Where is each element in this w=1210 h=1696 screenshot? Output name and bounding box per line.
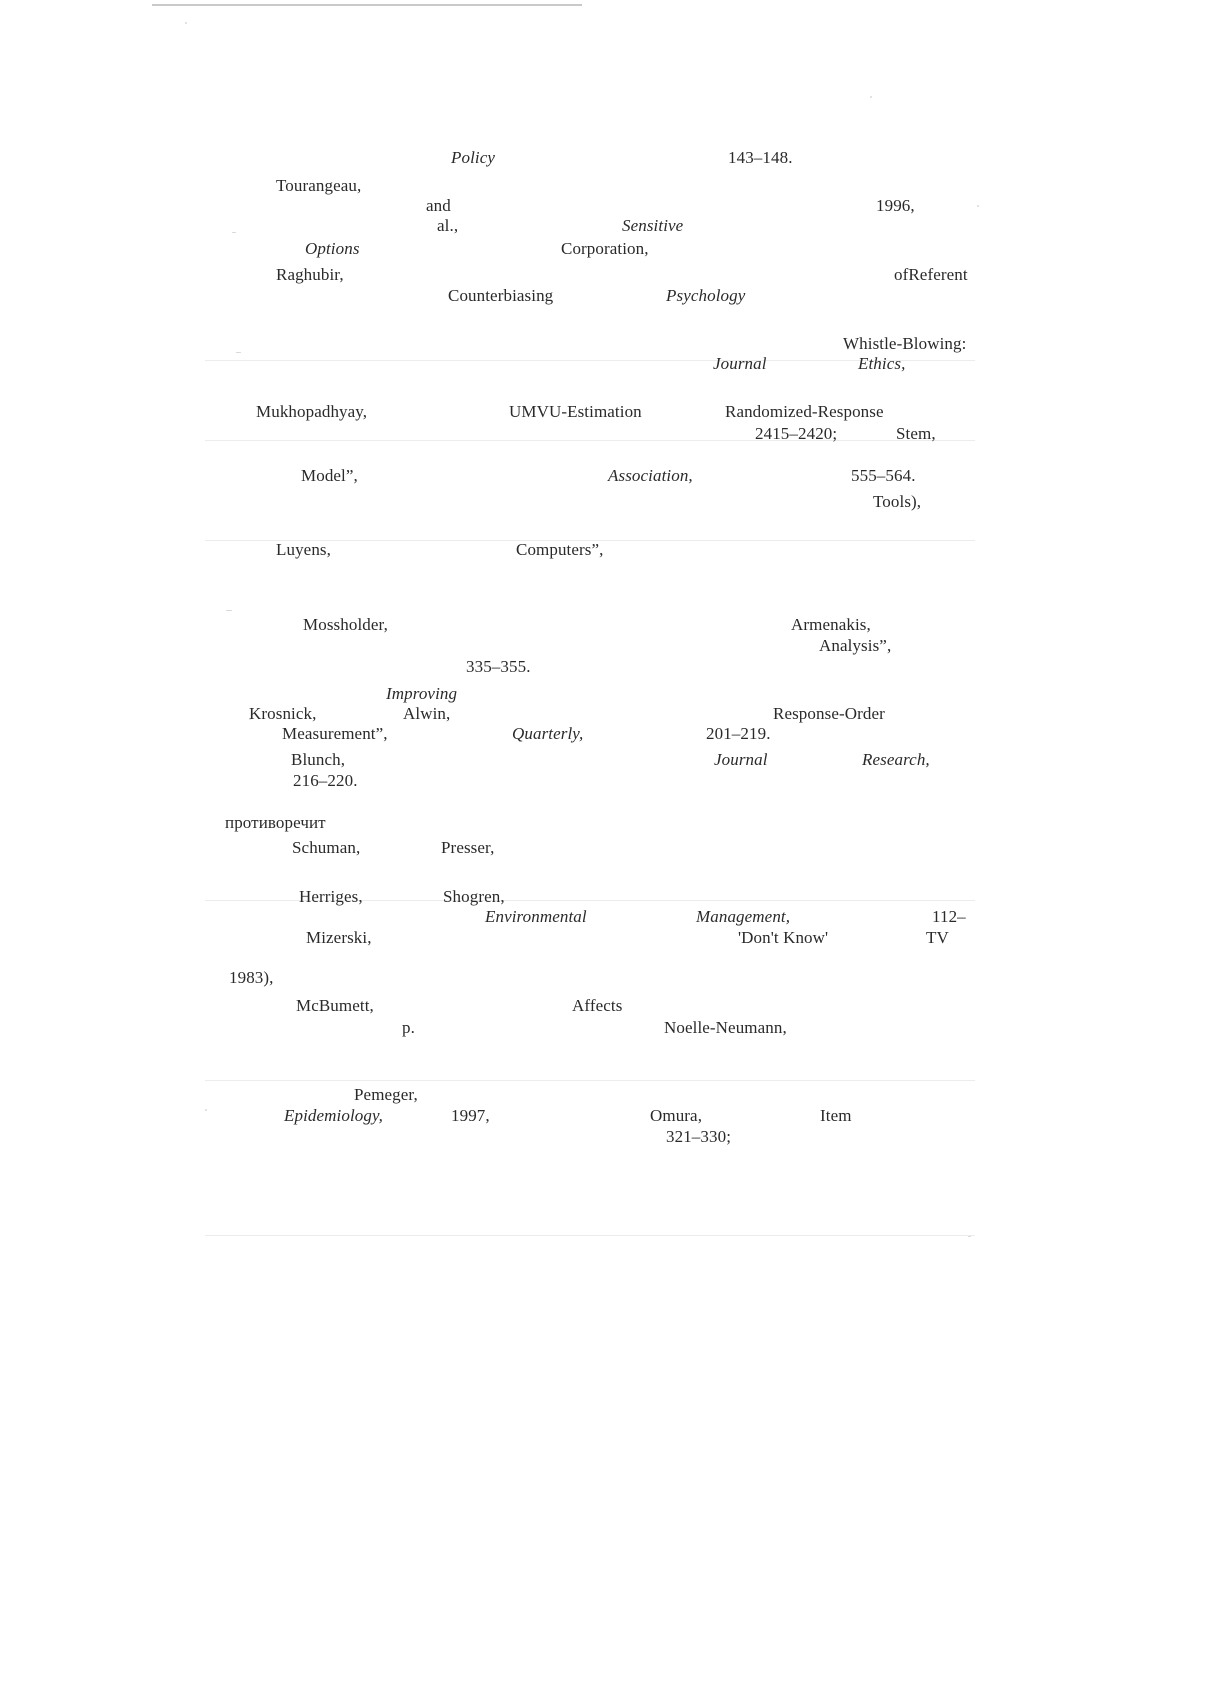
word-psychology: Psychology <box>666 286 746 305</box>
word-omura: Omura, <box>650 1106 703 1125</box>
word-umvu-estimation: UMVU-Estimation <box>509 402 642 421</box>
word-journal-1: Journal <box>713 354 767 373</box>
word-item: Item <box>820 1106 852 1125</box>
word-association: Association, <box>608 466 693 485</box>
word-options: Options <box>305 239 360 258</box>
word-environmental: Environmental <box>485 907 587 926</box>
word-ethics: Ethics, <box>858 354 906 373</box>
word-pages-216-220: 216–220. <box>293 771 358 790</box>
word-mcbumett: McBumett, <box>296 996 374 1015</box>
word-management: Management, <box>696 907 791 926</box>
word-blunch: Blunch, <box>291 750 346 769</box>
word-schuman: Schuman, <box>292 838 361 857</box>
word-journal-2: Journal <box>714 750 768 769</box>
word-year-1983: 1983), <box>229 968 274 987</box>
word-analysis: Analysis”, <box>819 636 892 655</box>
word-sensitive: Sensitive <box>622 216 684 235</box>
word-pages-335-355: 335–355. <box>466 657 531 676</box>
word-year-1996: 1996, <box>876 196 915 215</box>
word-pages-555-564: 555–564. <box>851 466 916 485</box>
top-rule <box>152 4 582 6</box>
word-page-112: 112– <box>932 907 966 926</box>
word-epidemiology: Epidemiology, <box>284 1106 384 1125</box>
word-noelle-neumann: Noelle-Neumann, <box>664 1018 787 1037</box>
word-mukhopadhyay: Mukhopadhyay, <box>256 402 368 421</box>
word-p: p. <box>402 1018 415 1037</box>
scan-speck <box>968 1236 971 1237</box>
word-alwin: Alwin, <box>403 704 451 723</box>
word-armenakis: Armenakis, <box>791 615 871 634</box>
word-tourangeau: Tourangeau, <box>276 176 362 195</box>
scan-speck <box>977 205 979 207</box>
scan-speck <box>232 232 236 233</box>
word-mizerski: Mizerski, <box>306 928 372 947</box>
word-response-order: Response-Order <box>773 704 885 723</box>
word-randomized-response: Randomized-Response <box>725 402 884 421</box>
word-and: and <box>426 196 451 215</box>
word-herriges: Herriges, <box>299 887 363 906</box>
word-pages-201-219: 201–219. <box>706 724 771 743</box>
word-et-al: al., <box>437 216 459 235</box>
word-raghubir: Raghubir, <box>276 265 344 284</box>
bleed-line <box>205 440 975 441</box>
word-year-1997: 1997, <box>451 1106 490 1125</box>
scan-speck <box>870 96 872 98</box>
word-protivorechit: противоречит <box>225 813 326 832</box>
bleed-line <box>205 1235 975 1236</box>
scan-speck <box>236 352 241 353</box>
word-mossholder: Mossholder, <box>303 615 388 634</box>
word-presser: Presser, <box>441 838 495 857</box>
word-pages-321-330: 321–330; <box>666 1127 732 1146</box>
scan-speck <box>205 1109 207 1111</box>
word-luyens: Luyens, <box>276 540 331 559</box>
word-whistle-blowing: Whistle-Blowing: <box>843 334 967 353</box>
word-pages-2415-2420: 2415–2420; <box>755 424 838 443</box>
scan-speck <box>226 610 232 611</box>
word-pemeger: Pemeger, <box>354 1085 418 1104</box>
word-research: Research, <box>862 750 930 769</box>
word-of-referent: ofReferent <box>894 265 968 284</box>
bleed-line <box>205 1080 975 1081</box>
word-measurement: Measurement”, <box>282 724 388 743</box>
word-tv: TV <box>926 928 949 947</box>
word-policy: Policy <box>451 148 496 167</box>
word-pages-143-148: 143–148. <box>728 148 793 167</box>
word-krosnick: Krosnick, <box>249 704 317 723</box>
word-tools: Tools), <box>873 492 922 511</box>
word-model: Model”, <box>301 466 358 485</box>
word-shogren: Shogren, <box>443 887 505 906</box>
word-affects: Affects <box>572 996 623 1015</box>
scan-speck <box>185 22 187 24</box>
word-computers: Computers”, <box>516 540 604 559</box>
word-improving: Improving <box>386 684 458 703</box>
word-counterbiasing: Counterbiasing <box>448 286 554 305</box>
word-corporation: Corporation, <box>561 239 649 258</box>
word-quarterly: Quarterly, <box>512 724 584 743</box>
word-stem: Stem, <box>896 424 936 443</box>
word-dont-know: 'Don't Know' <box>738 928 829 947</box>
